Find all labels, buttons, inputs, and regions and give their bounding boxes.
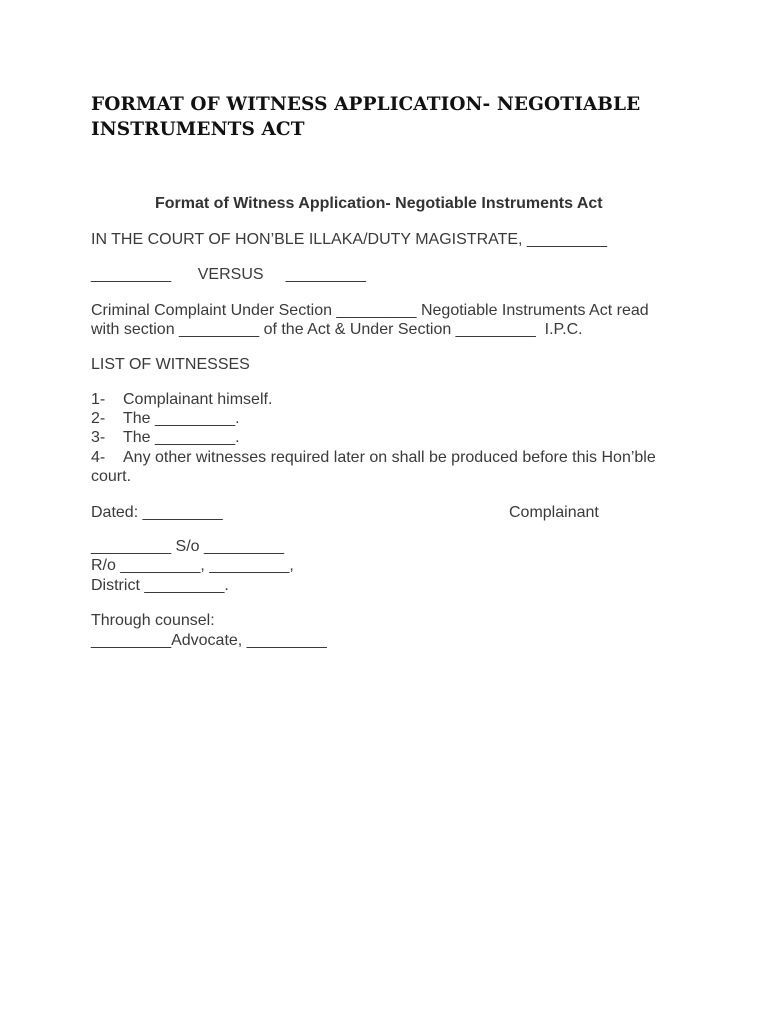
complaint-line-1: Criminal Complaint Under Section _________ Negotiable Instruments Act read xyxy=(91,302,649,319)
witness-item xyxy=(91,409,240,428)
complainant-label: Complainant xyxy=(509,504,599,521)
witness-item xyxy=(91,448,656,467)
witness-item xyxy=(91,428,240,447)
dated-line: Dated: _________ xyxy=(91,504,223,521)
witness-list-heading: LIST OF WITNESSES xyxy=(91,356,250,373)
advocate-line: _________Advocate, _________ xyxy=(91,632,327,649)
district-line: District _________. xyxy=(91,577,229,594)
witness-number: 4- xyxy=(91,449,106,466)
witness-item xyxy=(91,390,272,409)
witness-number: 1- xyxy=(91,391,106,408)
document-title: FORMAT OF WITNESS APPLICATION- NEGOTIABLE INSTRUMENTS ACT xyxy=(91,94,641,140)
witness-number: 2- xyxy=(91,410,106,427)
witness-text: The _________. xyxy=(123,410,240,427)
witness-text: The _________. xyxy=(123,429,240,446)
complaint-line-2: with section _________ of the Act & Under Section _________ I.P.C. xyxy=(91,321,583,338)
witness-continuation: court. xyxy=(91,468,132,485)
court-line: IN THE COURT OF HON’BLE ILLAKA/DUTY MAGISTRATE, _________ xyxy=(91,231,608,248)
resident-line: R/o _________, _________, xyxy=(91,557,294,574)
through-counsel-label: Through counsel: xyxy=(91,612,215,629)
document-subtitle: Format of Witness Application- Negotiable Instruments Act xyxy=(155,195,603,212)
son-of-line: _________ S/o _________ xyxy=(91,538,285,555)
witness-text: Complainant himself. xyxy=(123,391,273,408)
witness-number: 3- xyxy=(91,429,106,446)
witness-text: Any other witnesses required later on shall be produced before this Hon’ble xyxy=(123,449,656,466)
versus-line: _________ VERSUS _________ xyxy=(91,266,366,283)
